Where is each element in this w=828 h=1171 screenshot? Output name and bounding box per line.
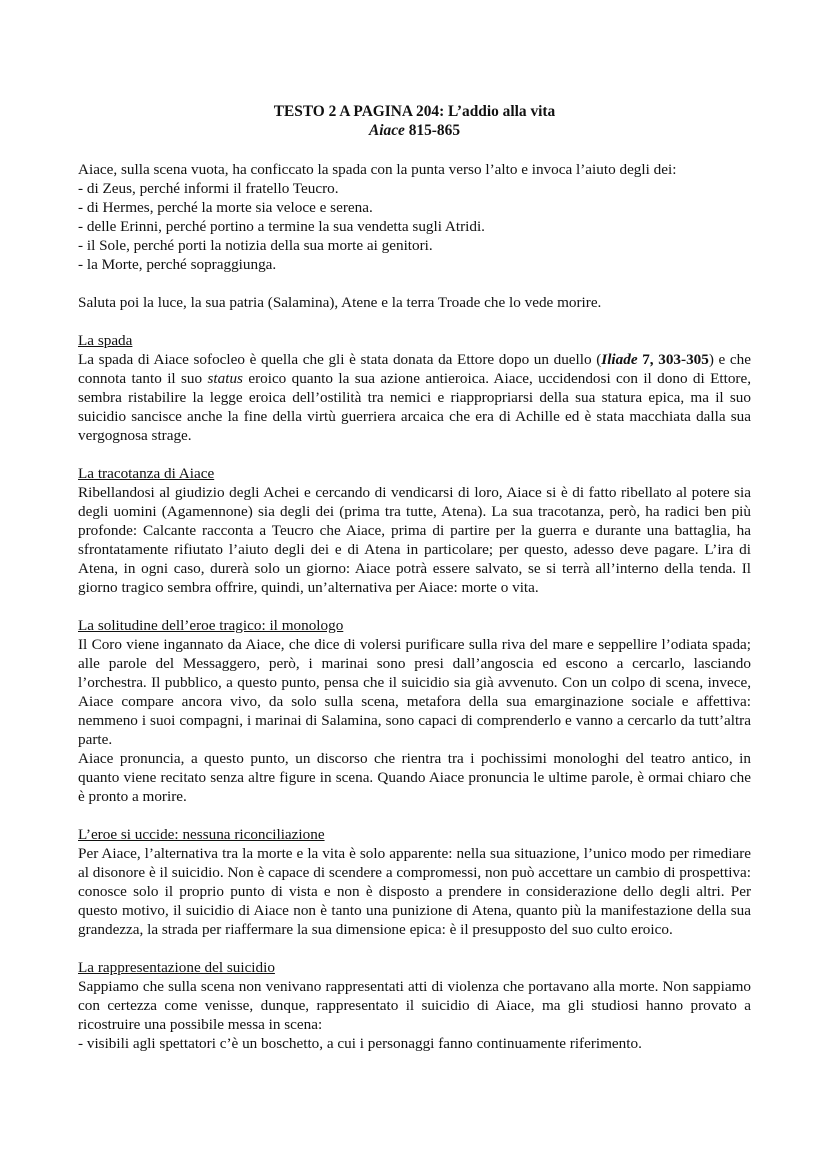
section-heading: La solitudine dell’eroe tragico: il monologo <box>78 617 344 634</box>
section-heading: La rappresentazione del suicidio <box>78 959 275 976</box>
section-body: Sappiamo che sulla scena non venivano rappresentati atti di violenza che portavano alla morte. Non sappiamo con certezza come venisse, dunque, rappresentato il suicidio di Aiace, ma gli studiosi hanno provato a ricostruire una possibile messa in scena: <box>78 978 751 1033</box>
intro-section <box>78 160 751 274</box>
section-heading: La tracotanza di Aiace <box>78 465 215 482</box>
section-rappresentazione <box>78 958 751 1053</box>
intro-closing: Saluta poi la luce, la sua patria (Salamina), Atene e la terra Troade che lo vede morire. <box>78 294 602 311</box>
document-subtitle <box>78 121 751 140</box>
intro-list-item: - la Morte, perché sopraggiunga. <box>78 256 277 273</box>
section-body <box>78 350 751 445</box>
reference-range: 7, 303-305 <box>637 351 709 368</box>
intro-list-item: - di Zeus, perché informi il fratello Teucro. <box>78 180 339 197</box>
section-solitudine <box>78 616 751 806</box>
body-text: eroico quanto la sua azione antieroica. Aiace, uccidendosi con il dono di Ettore, sembra ristabilire la legge eroica dell’ostilità tra nemici e riappropriarsi della sua statura epica, ma il suo suicidio sancisce anche la fine della virtù guerriera arcaica che era di Achille ed è stata macchiata dalla sua vergognosa strage. <box>78 370 752 444</box>
section-body: Aiace pronuncia, a questo punto, un discorso che rientra tra i pochissimi monologhi del teatro antico, in quanto viene recitato senza altre figure in scena. Quando Aiace pronuncia le ultime parole, è ormai chiaro che è pronto a morire. <box>78 750 751 805</box>
section-tracotanza <box>78 464 751 597</box>
section-body: Ribellandosi al giudizio degli Achei e cercando di vendicarsi di loro, Aiace si è di fatto ribellato al potere sia degli uomini (Agamennone) sia degli dei (prima tra tutte, Atena). La sua tracotanza, però, ha radici ben più profonde: Calcante racconta a Teucro che Aiace, prima di partire per la guerra e durante una battaglia, ha sfrontatamente rifiutato l’aiuto degli dei e di Atena in particolare; per questo, adesso deve pagare. L’ira di Atena, in ogni caso, durerà solo un giorno: Aiace potrà essere salvato, se si terrà all’interno della tenda. Il giorno tragico sembra offrire, quindi, un’alternativa per Aiace: morte o vita. <box>78 484 751 596</box>
document-title: TESTO 2 A PAGINA 204: L’addio alla vita <box>273 103 556 120</box>
document-page <box>78 102 751 1053</box>
intro-lead: Aiace, sulla scena vuota, ha conficcato la spada con la punta verso l’alto e invoca l’aiuto degli dei: <box>78 161 677 178</box>
section-heading: L’eroe si uccide: nessuna riconciliazione <box>78 826 325 843</box>
section-riconciliazione <box>78 825 751 939</box>
intro-list-item: - di Hermes, perché la morte sia veloce e serena. <box>78 199 373 216</box>
status-term: status <box>207 370 243 387</box>
body-text: La spada di Aiace sofocleo è quella che gli è stata donata da Ettore dopo un duello ( <box>78 351 602 368</box>
subtitle-verse-range: 815-865 <box>408 122 461 139</box>
reference-title: Iliade <box>601 351 638 368</box>
section-heading: La spada <box>78 332 133 349</box>
section-body: Il Coro viene ingannato da Aiace, che dice di volersi purificare sulla riva del mare e seppellire l’odiata spada; alle parole del Messaggero, però, i marinai sono presi dall’angoscia ed escono a cercarlo, lasciando l’orchestra. Il pubblico, a questo punto, pensa che il suicidio sia già avvenuto. Con un colpo di scena, invece, Aiace compare ancora vivo, da solo sulla scena, metafora della sua emarginazione sociale e affettiva: nemmeno i suoi compagni, i marinai di Salamina, sono capaci di comprenderlo e vanno a cercarlo da tutt’altra parte. <box>78 636 751 748</box>
intro-list-item: - il Sole, perché porti la notizia della sua morte ai genitori. <box>78 237 433 254</box>
section-spada <box>78 331 751 445</box>
body-text: ) e che connota tanto il suo <box>78 351 752 387</box>
subtitle-work: Aiace <box>368 122 405 139</box>
intro-list-item: - delle Erinni, perché portino a termine la sua vendetta sugli Atridi. <box>78 218 485 235</box>
section-body: Per Aiace, l’alternativa tra la morte e la vita è solo apparente: nella sua situazione, l’unico modo per rimediare al disonore è il suicidio. Non è capace di scendere a compromessi, non può accettare un cambio di prospettiva: conosce solo il proprio punto di vista e non è disposto a prendere in considerazione dello degli altri. Per questo motivo, il suicidio di Aiace non è tanto una punizione di Atena, quanto più la manifestazione della sua grandezza, la strada per riaffermare la sua dimensione epica: è il presupposto del suo culto eroico. <box>78 845 751 938</box>
section-list-item: - visibili agli spettatori c’è un boschetto, a cui i personaggi fanno continuamente riferimento. <box>78 1035 642 1052</box>
